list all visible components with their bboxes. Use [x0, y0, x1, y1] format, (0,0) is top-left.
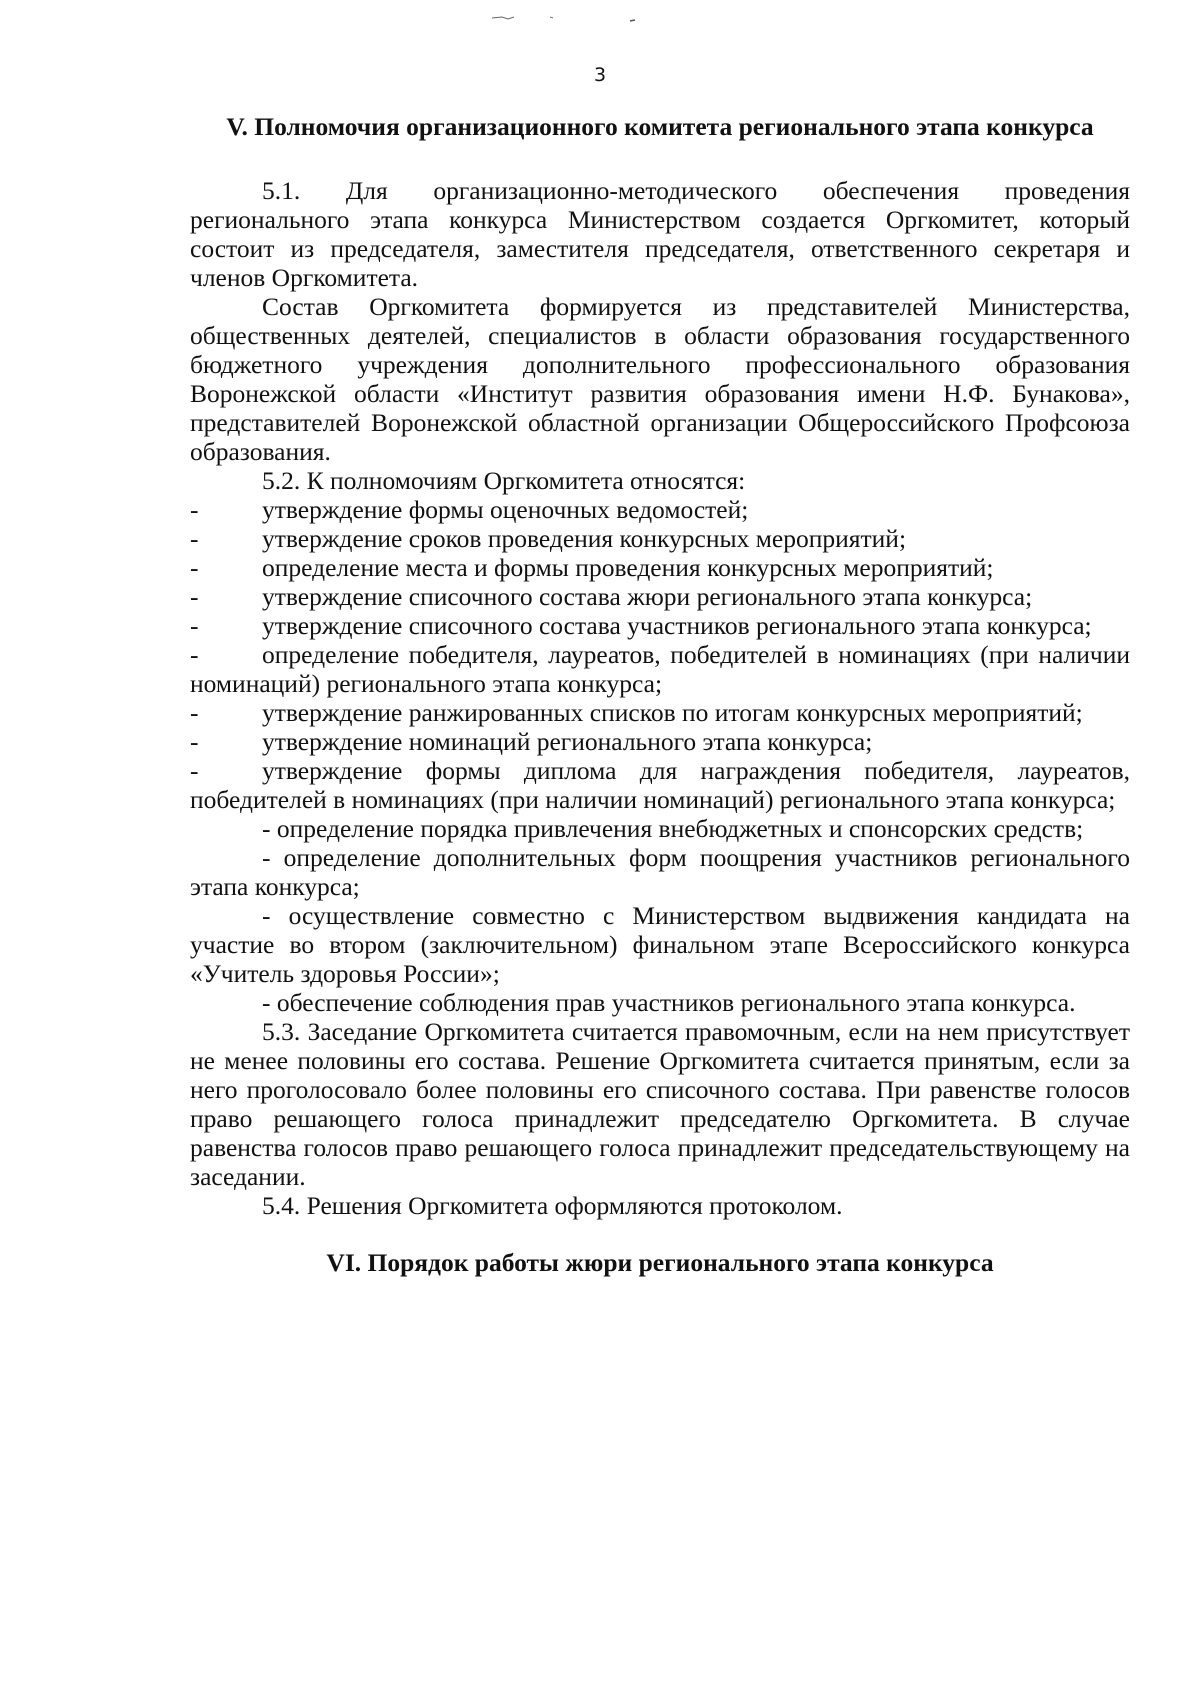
list-item: - осуществление совместно с Министерством выдвижения кандидата на участие во втором (заключительном) финальном этапе Всероссийского конкурса «Учитель здоровья России»; [190, 901, 1130, 988]
list-item: - обеспечение соблюдения прав участников регионального этапа конкурса. [262, 988, 1076, 1017]
page-number: 3 [593, 64, 607, 86]
section-5-title: V. Полномочия организационного комитета регионального этапа конкурса [226, 112, 1094, 141]
list-item-text: определение места и формы проведения конкурсных мероприятий; [262, 553, 994, 582]
dash-marker: - [190, 553, 199, 582]
scan-artifact-marks [490, 14, 690, 24]
list-item-text: утверждение списочного состава жюри регионального этапа конкурса; [262, 582, 1033, 611]
list-item-text: утверждение формы оценочных ведомостей; [262, 495, 749, 524]
list-item-text: утверждение ранжированных списков по итогам конкурсных мероприятий; [262, 698, 1083, 727]
document-body [190, 112, 1130, 1278]
list-item [190, 727, 1130, 756]
list-item-text: определение победителя, лауреатов, победителей в номинациях (при наличии номинаций) регионального этапа конкурса; [190, 640, 1130, 698]
paragraph-org-composition: Состав Оргкомитета формируется из представителей Министерства, общественных деятелей, специалистов в области образования государственного бюджетного учреждения дополнительного профессионального образования Воронежской области «Институт развития образования имени Н.Ф. Бунакова», представителей Воронежской областной организации Общероссийского Профсоюза образования. [190, 292, 1130, 466]
list-item: - определение порядка привлечения внебюджетных и спонсорских средств; [262, 814, 1084, 843]
list-item [190, 553, 1130, 582]
dash-marker: - [190, 611, 199, 640]
paragraph-5-4: 5.4. Решения Оргкомитета оформляются протоколом. [262, 1191, 843, 1220]
list-item: - определение дополнительных форм поощрения участников регионального этапа конкурса; [190, 843, 1130, 901]
list-item [190, 582, 1130, 611]
paragraph-5-2: 5.2. К полномочиям Оргкомитета относятся: [262, 466, 746, 495]
list-item [190, 698, 1130, 727]
powers-list [190, 495, 1130, 1017]
paragraph-5-3: 5.3. Заседание Оргкомитета считается правомочным, если на нем присутствует не менее половины его состава. Решение Оргкомитета считается принятым, если за него проголосовало более половины его списочного состава. При равенстве голосов право решающего голоса принадлежит председателю Оргкомитета. В случае равенства голосов право решающего голоса принадлежит председательствующему на заседании. [190, 1017, 1130, 1191]
list-item [190, 640, 1130, 698]
list-item-text: утверждение формы диплома для награждения победителя, лауреатов, победителей в номинациях (при наличии номинаций) регионального этапа конкурса; [190, 756, 1130, 814]
dash-marker: - [190, 727, 199, 756]
list-item [190, 524, 1130, 553]
list-item [190, 611, 1130, 640]
dash-marker: - [190, 698, 199, 727]
paragraph-5-1: 5.1. Для организационно-методического обеспечения проведения регионального этапа конкурса Министерством создается Оргкомитет, который состоит из председателя, заместителя председателя, ответственного секретаря и членов Оргкомитета. [190, 176, 1130, 292]
dash-marker: - [190, 524, 199, 553]
list-item-text: утверждение номинаций регионального этапа конкурса; [262, 727, 873, 756]
list-item [190, 756, 1130, 814]
list-item-text: утверждение списочного состава участников регионального этапа конкурса; [262, 611, 1092, 640]
dash-marker: - [190, 640, 199, 669]
dash-marker: - [190, 756, 199, 785]
list-item-text: утверждение сроков проведения конкурсных мероприятий; [262, 524, 907, 553]
dash-marker: - [190, 495, 199, 524]
dash-marker: - [190, 582, 199, 611]
list-item [190, 495, 1130, 524]
section-6-title: VI. Порядок работы жюри регионального этапа конкурса [326, 1248, 994, 1277]
